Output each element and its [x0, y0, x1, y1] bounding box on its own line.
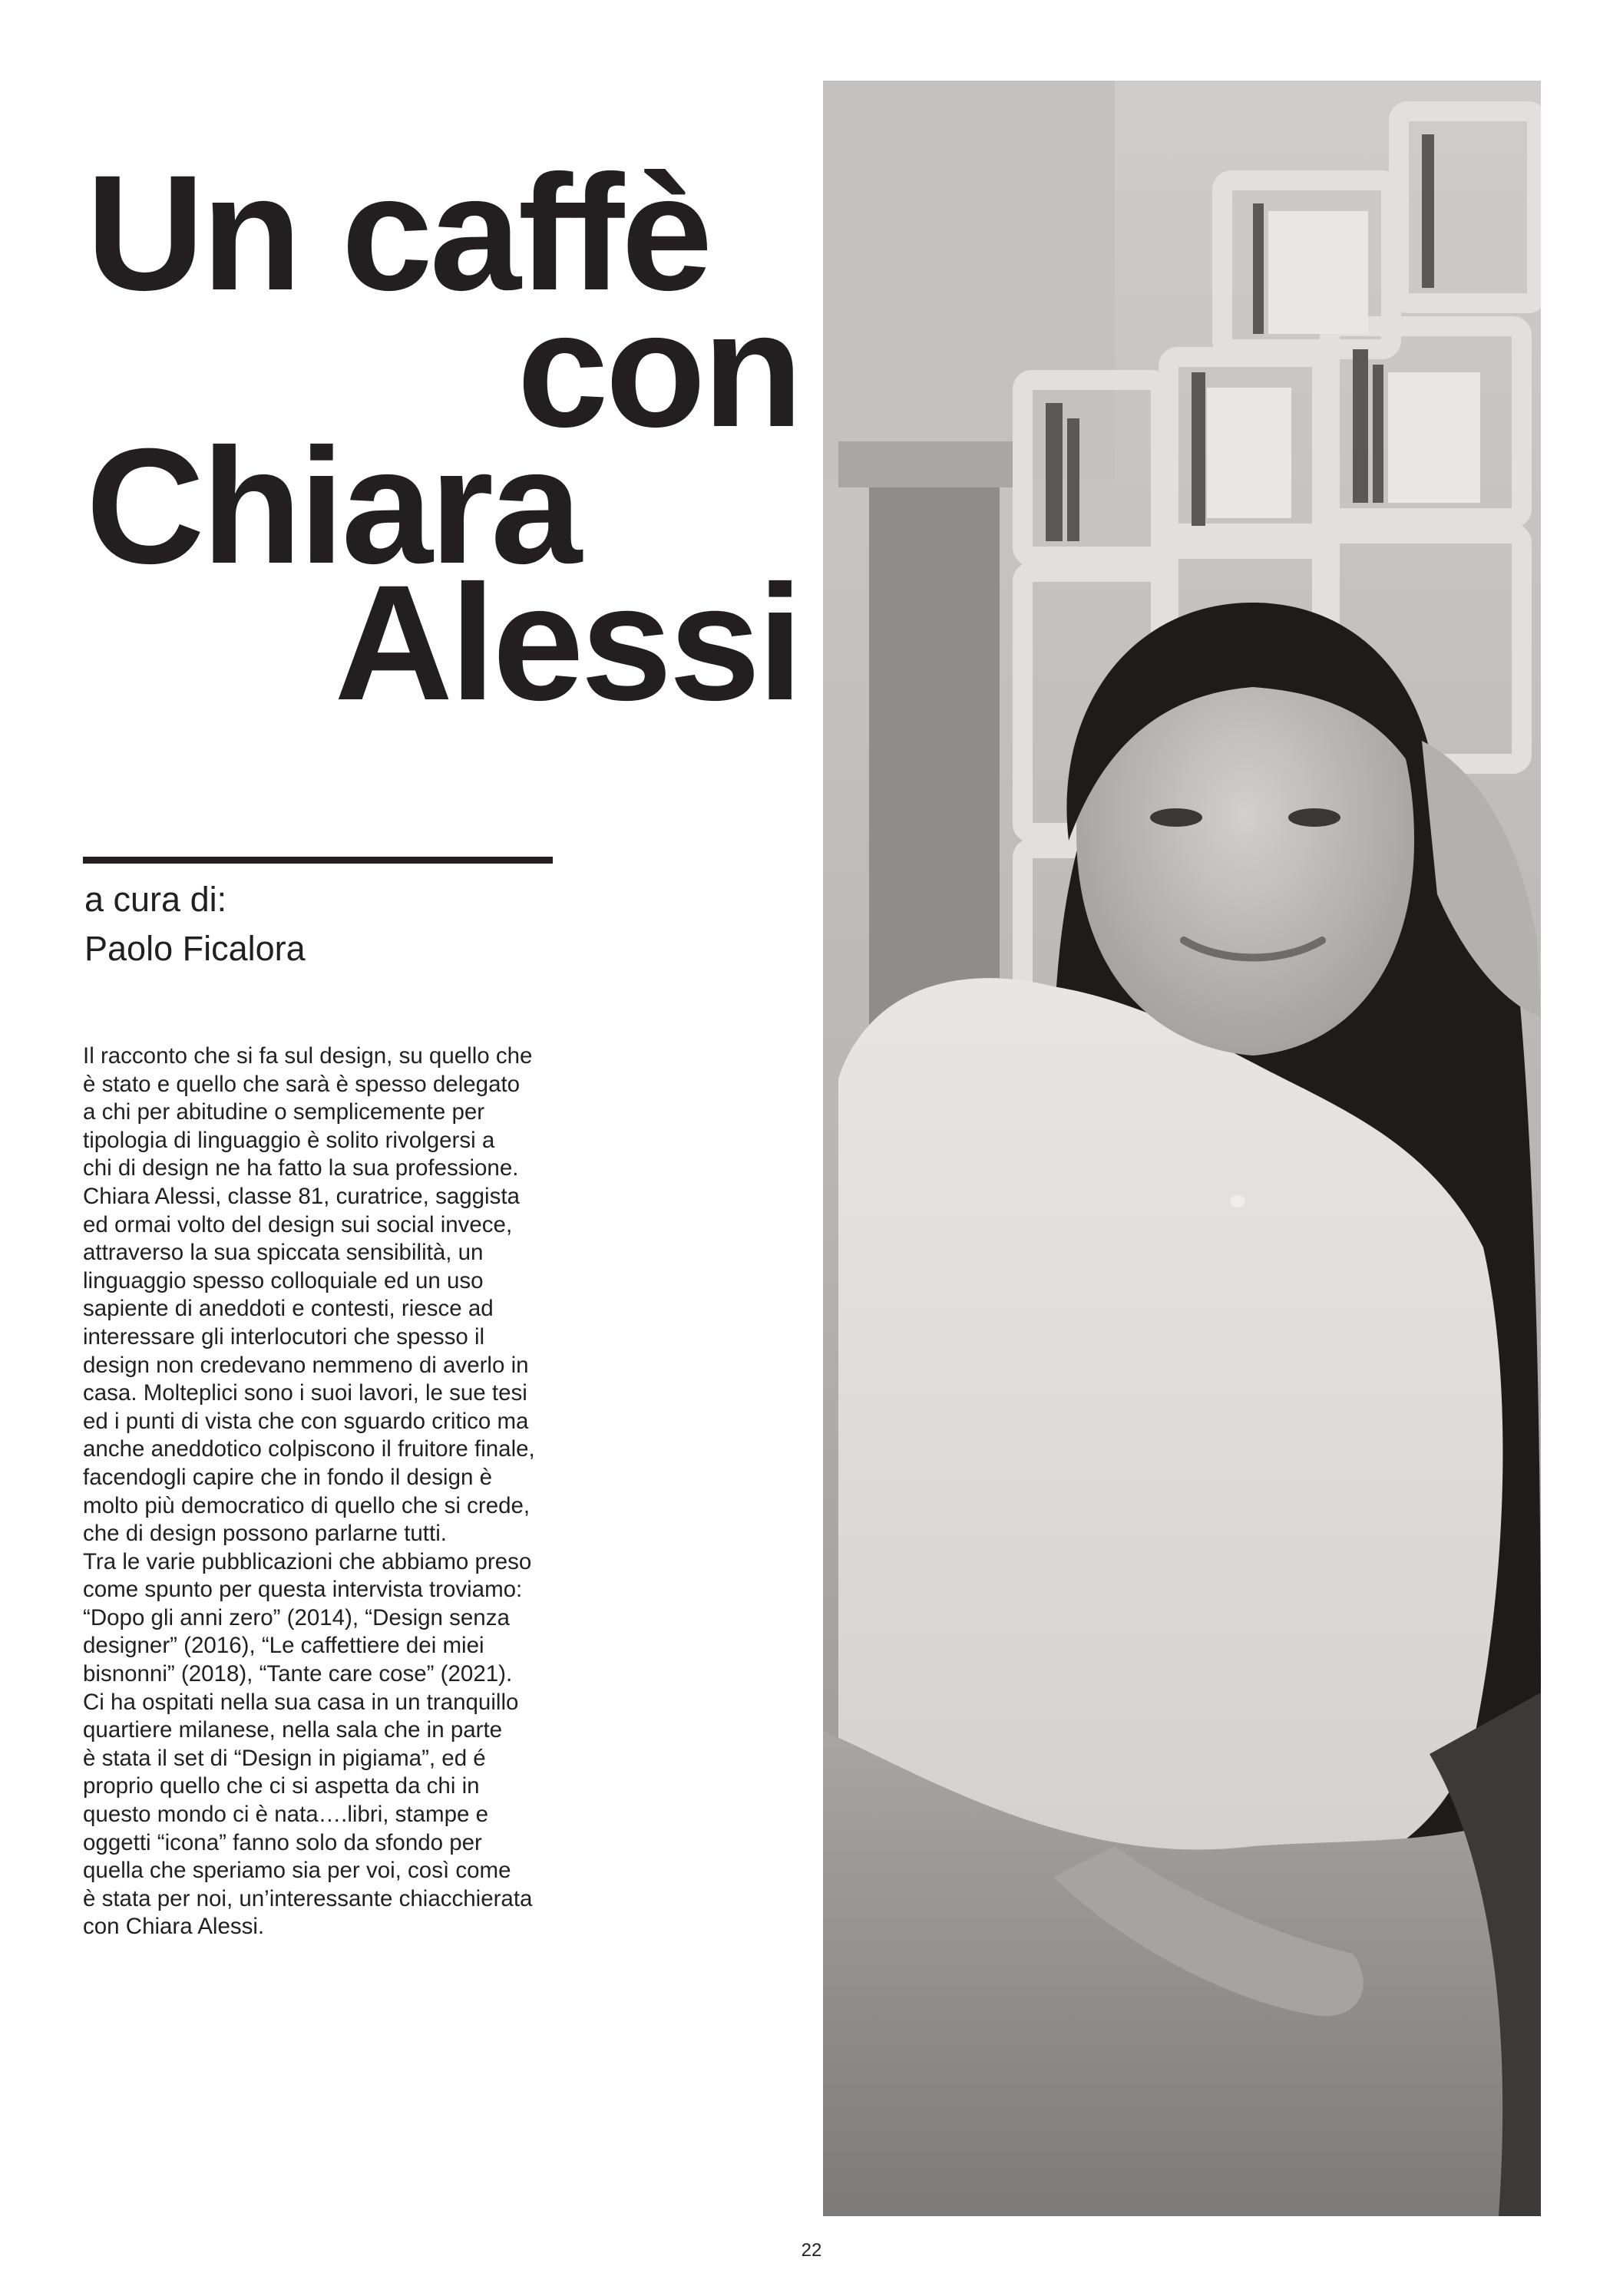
portrait-photo [823, 81, 1541, 2216]
credit-label: a cura di: [84, 880, 227, 919]
article-title [86, 141, 800, 735]
page-number: 22 [801, 2240, 822, 2261]
title-line-3: Chiara [86, 415, 580, 598]
author-credit [84, 875, 306, 973]
credit-author: Paolo Ficalora [84, 929, 306, 968]
title-divider [83, 857, 553, 864]
portrait-illustration [823, 81, 1541, 2216]
title-line-2: con [517, 278, 800, 461]
title-line-1: Un caffè [86, 141, 710, 325]
intro-paragraph: Il racconto che si fa sul design, su quello che è stato e quello che sarà è spesso delegato a chi per abitudine o semplicemente per tipologia di linguaggio è solito rivolgersi a chi di design ne ha fatto la sua professione. Chiara Alessi, classe 81, curatrice, saggista ed ormai volto del design sui social invece, attraverso la sua spiccata sensibilità, un linguaggio spesso colloquiale ed un uso sapiente di aneddoti e contesti, riesce ad interessare gli interlocutori che spesso il design non credevano nemmeno di averlo in casa. Molteplici sono i suoi lavori, le sue tesi ed i punti di vista che con sguardo critico ma anche aneddotico colpiscono il fruitore finale, facendogli capire che in fondo il design è molto più democratico di quello che si crede, che di design possono parlarne tutti. Tra le varie pubblicazioni che abbiamo preso come spunto per questa intervista troviamo: “Dopo gli anni zero” (2014), “Design senza designer” (2016), “Le caffettiere dei miei bisnonni” (2018), “Tante care cose” (2021). Ci ha ospitati nella sua casa in un tranquillo quartiere milanese, nella sala che in parte è stata il set di “Design in pigiama”, ed é proprio quello che ci si aspetta da chi in questo mondo ci è nata….libri, stampe e oggetti “icona” fanno solo da sfondo per quella che speriamo sia per voi, così come è stata per noi, un’interessante chiacchierata con Chiara Alessi. [83, 1043, 535, 1940]
title-line-4: Alessi [334, 551, 800, 735]
